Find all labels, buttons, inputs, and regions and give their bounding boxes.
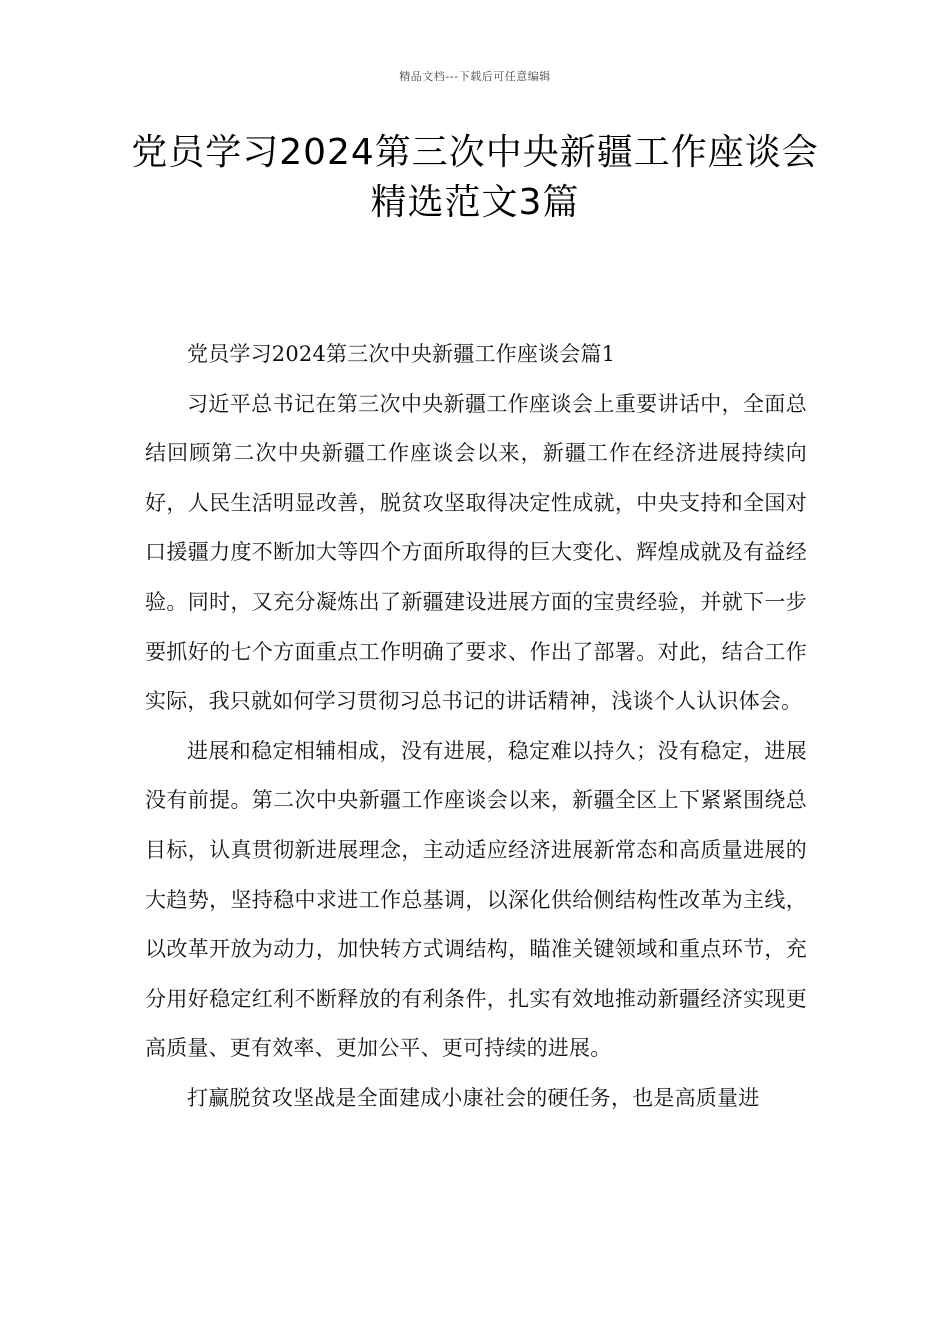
document-body	[145, 330, 807, 1124]
header-note: 精品文档---下载后可任意编辑	[399, 70, 551, 83]
section-heading: 党员学习2024第三次中央新疆工作座谈会篇1	[187, 342, 616, 366]
document-title: 党员学习2024第三次中央新疆工作座谈会精选范文3篇	[131, 132, 819, 223]
paragraph-1: 习近平总书记在第三次中央新疆工作座谈会上重要讲话中，全面总结回顾第二次中央新疆工作座谈会以来，新疆工作在经济进展持续向好，人民生活明显改善，脱贫攻坚取得决定性成就，中央支持和全国对口援疆力度不断加大等四个方面所取得的巨大变化、辉煌成就及有益经验。同时，又充分凝炼出了新疆建设进展方面的宝贵经验，并就下一步要抓好的七个方面重点工作明确了要求、作出了部署。对此，结合工作实际，我只就如何学习贯彻习总书记的讲话精神，浅谈个人认识体会。	[145, 391, 807, 714]
paragraph-2: 进展和稳定相辅相成，没有进展，稳定难以持久；没有稳定，进展没有前提。第二次中央新疆工作座谈会以来，新疆全区上下紧紧围绕总目标，认真贯彻新进展理念，主动适应经济进展新常态和高质量进展的大趋势，坚持稳中求进工作总基调，以深化供给侧结构性改革为主线，以改革开放为动力，加快转方式调结构，瞄准关键领域和重点环节，充分用好稳定红利不断释放的有利条件，扎实有效地推动新疆经济实现更高质量、更有效率、更加公平、更可持续的进展。	[145, 738, 807, 1061]
paragraph-3: 打赢脱贫攻坚战是全面建成小康社会的硬任务，也是高质量进	[187, 1085, 760, 1110]
